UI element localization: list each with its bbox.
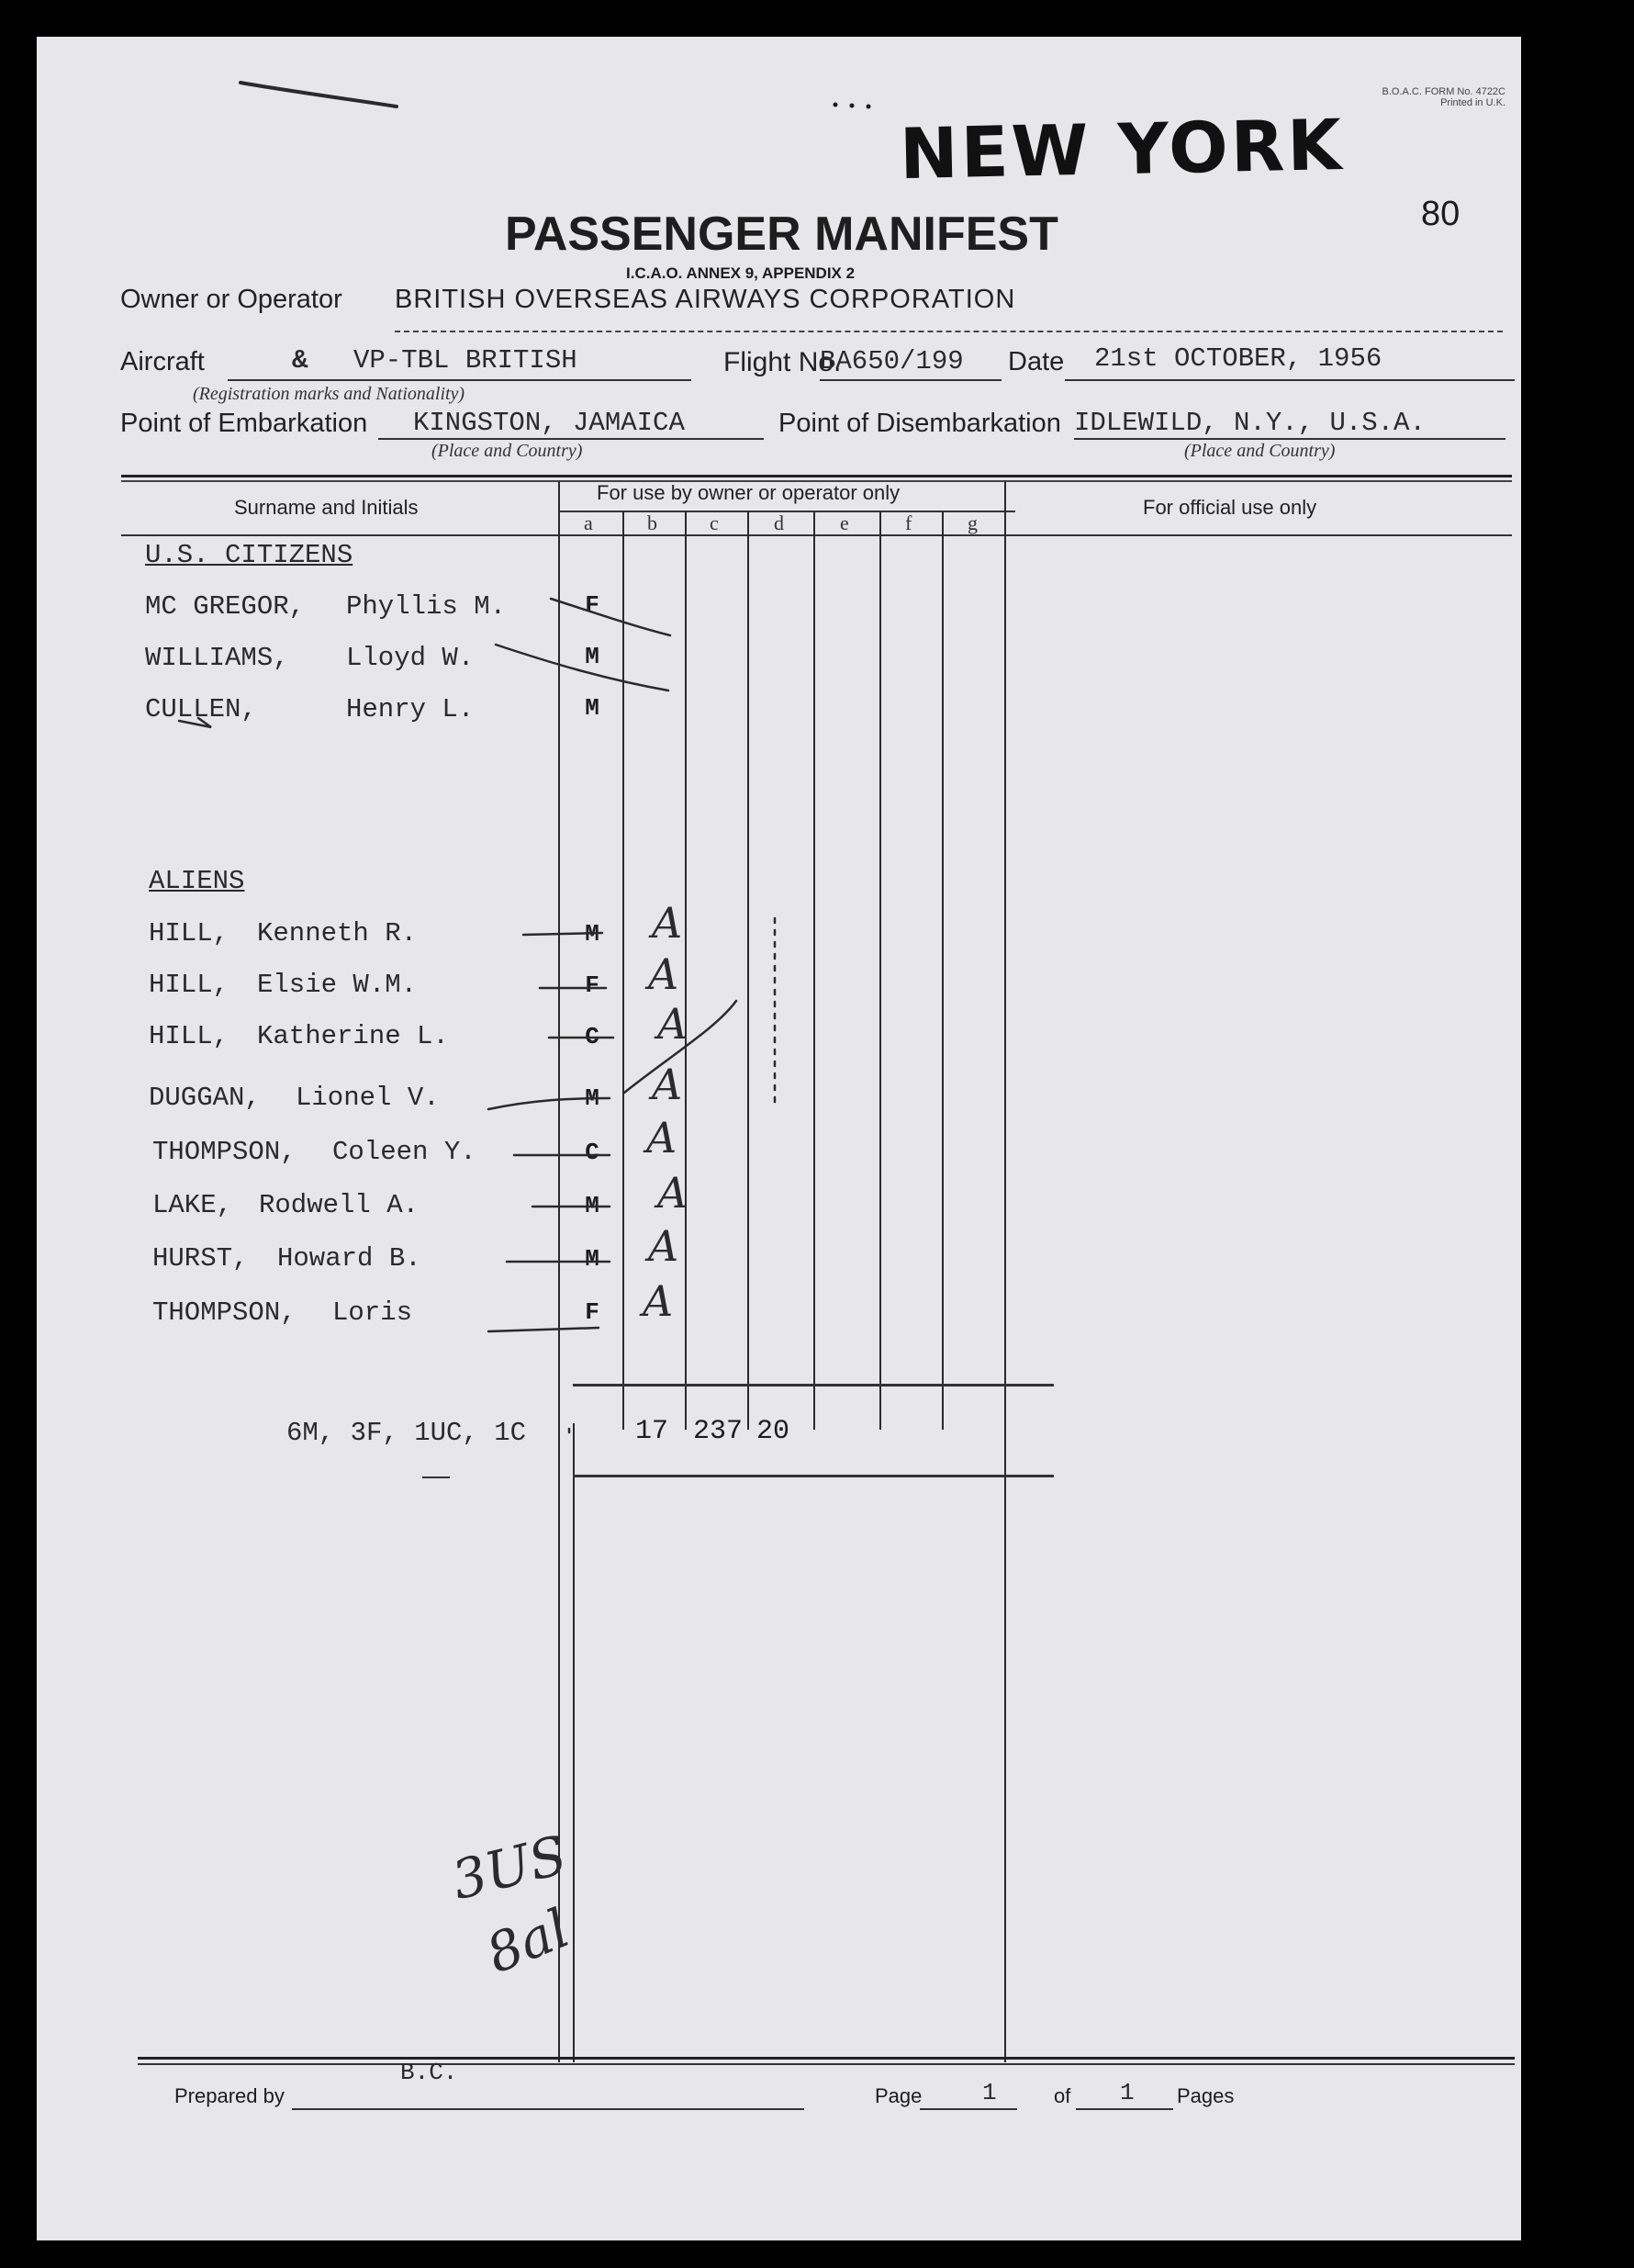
aircraft-prefix-mark: &: [292, 345, 308, 376]
pen-annotations: [37, 37, 1521, 2240]
passenger-given-name: Coleen Y.: [332, 1137, 476, 1167]
passenger-sex-code: F: [585, 591, 599, 619]
alien-check-mark: A: [652, 898, 683, 948]
stray-dot: [867, 105, 871, 109]
date-value: 21st OCTOBER, 1956: [1094, 343, 1382, 374]
passenger-sex-code: F: [585, 971, 599, 999]
col-d-header: d: [774, 511, 784, 534]
alien-check-mark: A: [643, 1276, 674, 1326]
stray-dot: [850, 104, 855, 108]
annex-reference: I.C.A.O. ANNEX 9, APPENDIX 2: [626, 264, 856, 282]
of-label: of: [1054, 2084, 1071, 2107]
alien-check-mark: A: [648, 1221, 679, 1271]
passenger-surname: HILL,: [149, 970, 229, 1000]
total-col-d: 20: [755, 1416, 789, 1447]
disembarkation-value: IDLEWILD, N.Y., U.S.A.: [1074, 408, 1426, 438]
passenger-sex-code: M: [585, 1084, 599, 1112]
passenger-given-name: Rodwell A.: [259, 1190, 420, 1220]
embarkation-note: (Place and Country): [431, 441, 583, 461]
strike-through-line: [496, 645, 668, 691]
col-b-header: b: [647, 511, 657, 534]
passenger-count-summary: 6M, 3F, 1UC, 1C: [286, 1418, 527, 1448]
col-f-header: f: [905, 511, 912, 534]
alien-check-mark: A: [648, 949, 679, 999]
destination-stamp: NEW YORK: [899, 103, 1346, 196]
pages-label: Pages: [1177, 2084, 1235, 2107]
surname-header: Surname and Initials: [234, 496, 419, 519]
alien-tick-line: [523, 933, 602, 935]
owner-value: BRITISH OVERSEAS AIRWAYS CORPORATION: [395, 285, 1016, 314]
disembarkation-label: Point of Disembarkation: [778, 409, 1061, 438]
passenger-surname: THOMPSON,: [152, 1137, 297, 1167]
aliens-heading: ALIENS: [149, 866, 245, 896]
passenger-given-name: Katherine L.: [257, 1021, 449, 1051]
passenger-surname: HILL,: [149, 918, 229, 949]
col-c-header: c: [710, 511, 719, 534]
flight-value: BA650/199: [820, 346, 964, 376]
aircraft-value: VP-TBL BRITISH: [353, 345, 577, 376]
strike-through-line: [179, 718, 211, 727]
passenger-surname: DUGGAN,: [149, 1083, 261, 1113]
alien-check-mark: A: [657, 999, 688, 1049]
passenger-given-name: Phyllis M.: [346, 591, 507, 622]
passenger-given-name: Henry L.: [346, 694, 475, 724]
us-citizens-heading: U.S. CITIZENS: [145, 540, 353, 570]
passenger-sex-code: M: [585, 1192, 599, 1219]
passenger-sex-code: C: [585, 1139, 599, 1166]
alien-tick-line: [624, 1001, 736, 1093]
flight-label: Flight No.: [723, 347, 842, 377]
passenger-surname: THOMPSON,: [152, 1297, 297, 1328]
passenger-sex-code: M: [585, 1245, 599, 1273]
passenger-given-name: Kenneth R.: [257, 918, 418, 949]
passenger-surname: CULLEN,: [145, 694, 257, 724]
page-label: Page: [875, 2084, 923, 2107]
passenger-surname: LAKE,: [152, 1190, 233, 1220]
alien-tick-line: [488, 1328, 599, 1331]
col-g-header: g: [968, 511, 978, 534]
passenger-given-name: Loris: [332, 1297, 413, 1328]
page-value: 1: [982, 2079, 997, 2106]
handwritten-tally-aliens: 8al: [477, 1896, 578, 1986]
col-e-header: e: [840, 511, 849, 534]
alien-check-mark: A: [657, 1168, 688, 1218]
alien-check-mark: A: [646, 1113, 677, 1162]
aircraft-note: (Registration marks and Nationality): [193, 384, 465, 404]
handwritten-tally-us: 3US: [445, 1823, 573, 1913]
aircraft-label: Aircraft: [120, 347, 205, 376]
sheet-number: 80: [1421, 195, 1461, 233]
passenger-sex-code: M: [585, 920, 599, 948]
owner-label: Owner or Operator: [120, 285, 342, 314]
passenger-surname: WILLIAMS,: [145, 643, 289, 673]
embarkation-label: Point of Embarkation: [120, 409, 368, 438]
embarkation-value: KINGSTON, JAMAICA: [413, 408, 685, 438]
official-header: For official use only: [1143, 496, 1317, 519]
passenger-sex-code: C: [585, 1023, 599, 1050]
total-col-b: 17: [634, 1416, 668, 1447]
prepared-by-label: Prepared by: [174, 2084, 285, 2107]
alien-check-mark: A: [652, 1060, 683, 1109]
passenger-given-name: Elsie W.M.: [257, 970, 418, 1000]
passenger-given-name: Howard B.: [277, 1243, 421, 1274]
manifest-title: PASSENGER MANIFEST: [505, 208, 1058, 261]
passenger-sex-code: F: [585, 1298, 599, 1326]
form-number-text: B.O.A.C. FORM No. 4722C: [1382, 86, 1505, 97]
date-label: Date: [1008, 347, 1065, 376]
pages-value: 1: [1120, 2079, 1135, 2106]
printed-in-text: Printed in U.K.: [1440, 97, 1505, 108]
passenger-given-name: Lloyd W.: [346, 643, 475, 673]
stray-pen-mark: [241, 83, 397, 107]
passenger-given-name: Lionel V.: [296, 1083, 440, 1113]
passenger-surname: MC GREGOR,: [145, 591, 306, 622]
stray-dot: [834, 103, 838, 107]
disembarkation-note: (Place and Country): [1184, 441, 1336, 461]
prepared-by-value: B.C.: [400, 2059, 458, 2086]
strike-through-line: [551, 599, 670, 635]
manifest-sheet: [37, 37, 1521, 2240]
passenger-sex-code: M: [585, 694, 599, 722]
alien-tick-line: [488, 1098, 610, 1109]
passenger-surname: HILL,: [149, 1021, 229, 1051]
total-col-c: 237: [692, 1416, 743, 1447]
passenger-sex-code: M: [585, 643, 599, 670]
col-a-header: a: [584, 511, 593, 534]
passenger-surname: HURST,: [152, 1243, 249, 1274]
operator-header: For use by owner or operator only: [597, 481, 901, 504]
